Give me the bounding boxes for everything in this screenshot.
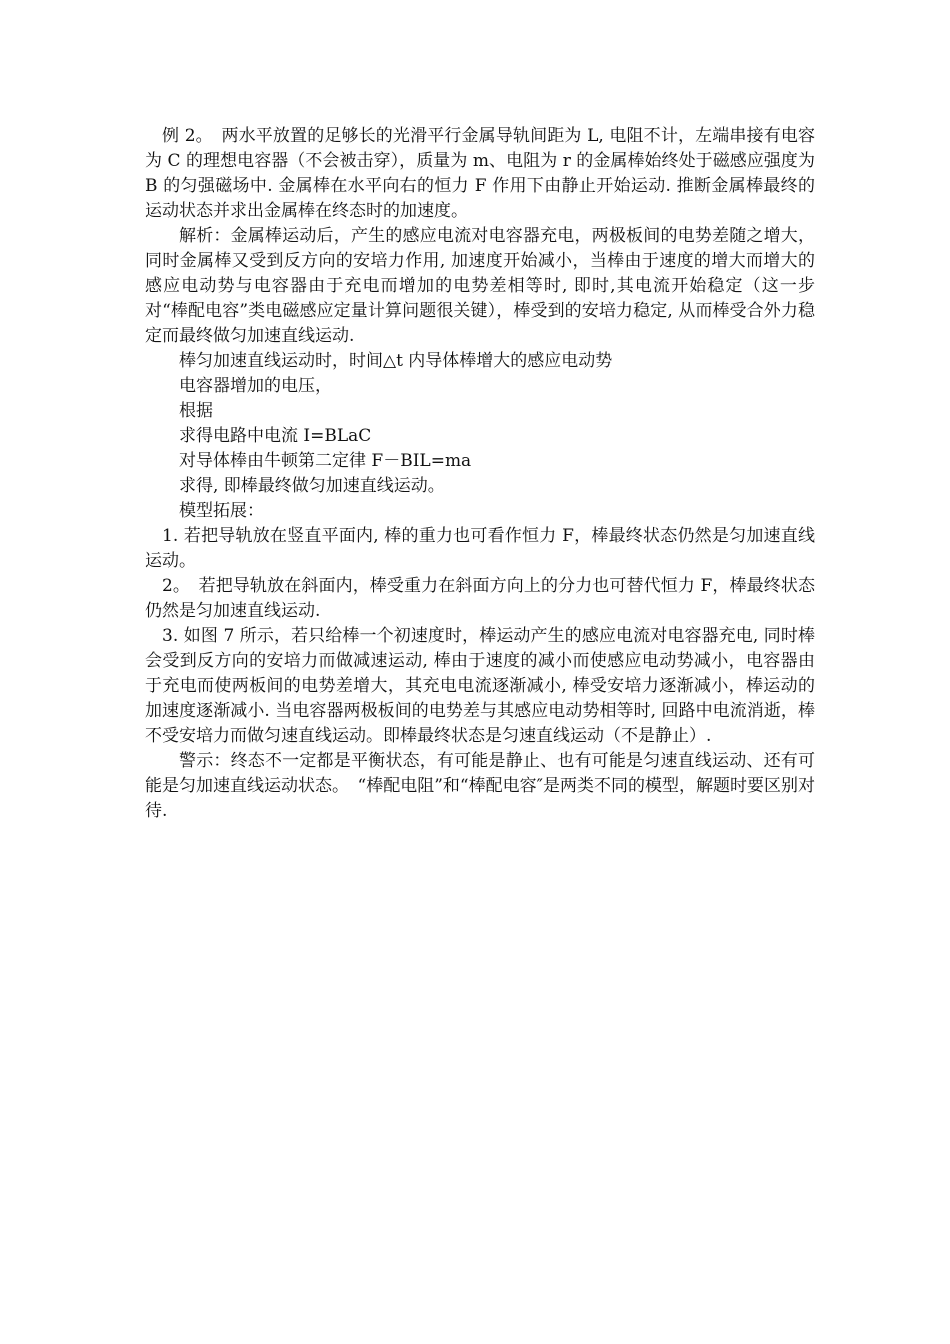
step-line: 根据: [179, 401, 213, 421]
document-body: [145, 124, 815, 824]
step-line: 求得, 即棒最终做匀加速直线运动。: [179, 476, 445, 496]
analysis-paragraph: 解析：金属棒运动后，产生的感应电流对电容器充电，两极板间的电势差随之增大，同时金属棒又受到反方向的安培力作用, 加速度开始减小，当棒由于速度的增大而增大的感应电动势与电容器由于充电而增加的电势差相等时, 即时,其电流开始稳定（这一步对“棒配电容”类电磁感应定量计算问题很关键），棒受到的安培力稳定, 从而棒受合外力稳定而最终做匀加速直线运动.: [145, 226, 815, 346]
step-line: 棒匀加速直线运动时，时间△t 内导体棒增大的感应电动势: [179, 351, 613, 371]
step-line: 求得电路中电流 I=BLaC: [179, 426, 372, 446]
step-line: 电容器增加的电压，: [179, 376, 332, 396]
extension-item: 3. 如图 7 所示，若只给棒一个初速度时，棒运动产生的感应电流对电容器充电, 同时棒会受到反方向的安培力而做减速运动, 棒由于速度的减小而使感应电动势减小，电容器由于充电而使两板间的电势差增大，其充电电流逐渐减小, 棒受安培力逐渐减小，棒运动的加速度逐渐减小. 当电容器两极板间的电势差与其感应电动势相等时, 回路中电流消逝，棒不受安培力而做匀速直线运动。即棒最终状态是匀速直线运动（不是静止）.: [145, 626, 815, 746]
step-line: 对导体棒由牛顿第二定律 F－BIL=ma: [179, 451, 472, 471]
extension-item: 2。 若把导轨放在斜面内，棒受重力在斜面方向上的分力也可替代恒力 F，棒最终状态仍然是匀加速直线运动.: [145, 576, 815, 621]
warning-paragraph: 警示：终态不一定都是平衡状态，有可能是静止、也有可能是匀速直线运动、还有可能是匀加速直线运动状态。 “棒配电阻”和“棒配电容″是两类不同的模型，解题时要区别对待.: [145, 751, 815, 821]
example-paragraph: 例 2。 两水平放置的足够长的光滑平行金属导轨间距为 L, 电阻不计，左端串接有电容为 C 的理想电容器（不会被击穿），质量为 m、电阻为 r 的金属棒始终处于磁感应强度为 B 的匀强磁场中. 金属棒在水平向右的恒力 F 作用下由静止开始运动. 推断金属棒最终的运动状态并求出金属棒在终态时的加速度。: [145, 126, 815, 221]
section-heading: 模型拓展：: [179, 501, 264, 521]
extension-item: 1. 若把导轨放在竖直平面内, 棒的重力也可看作恒力 F，棒最终状态仍然是匀加速直线运动。: [145, 526, 815, 571]
